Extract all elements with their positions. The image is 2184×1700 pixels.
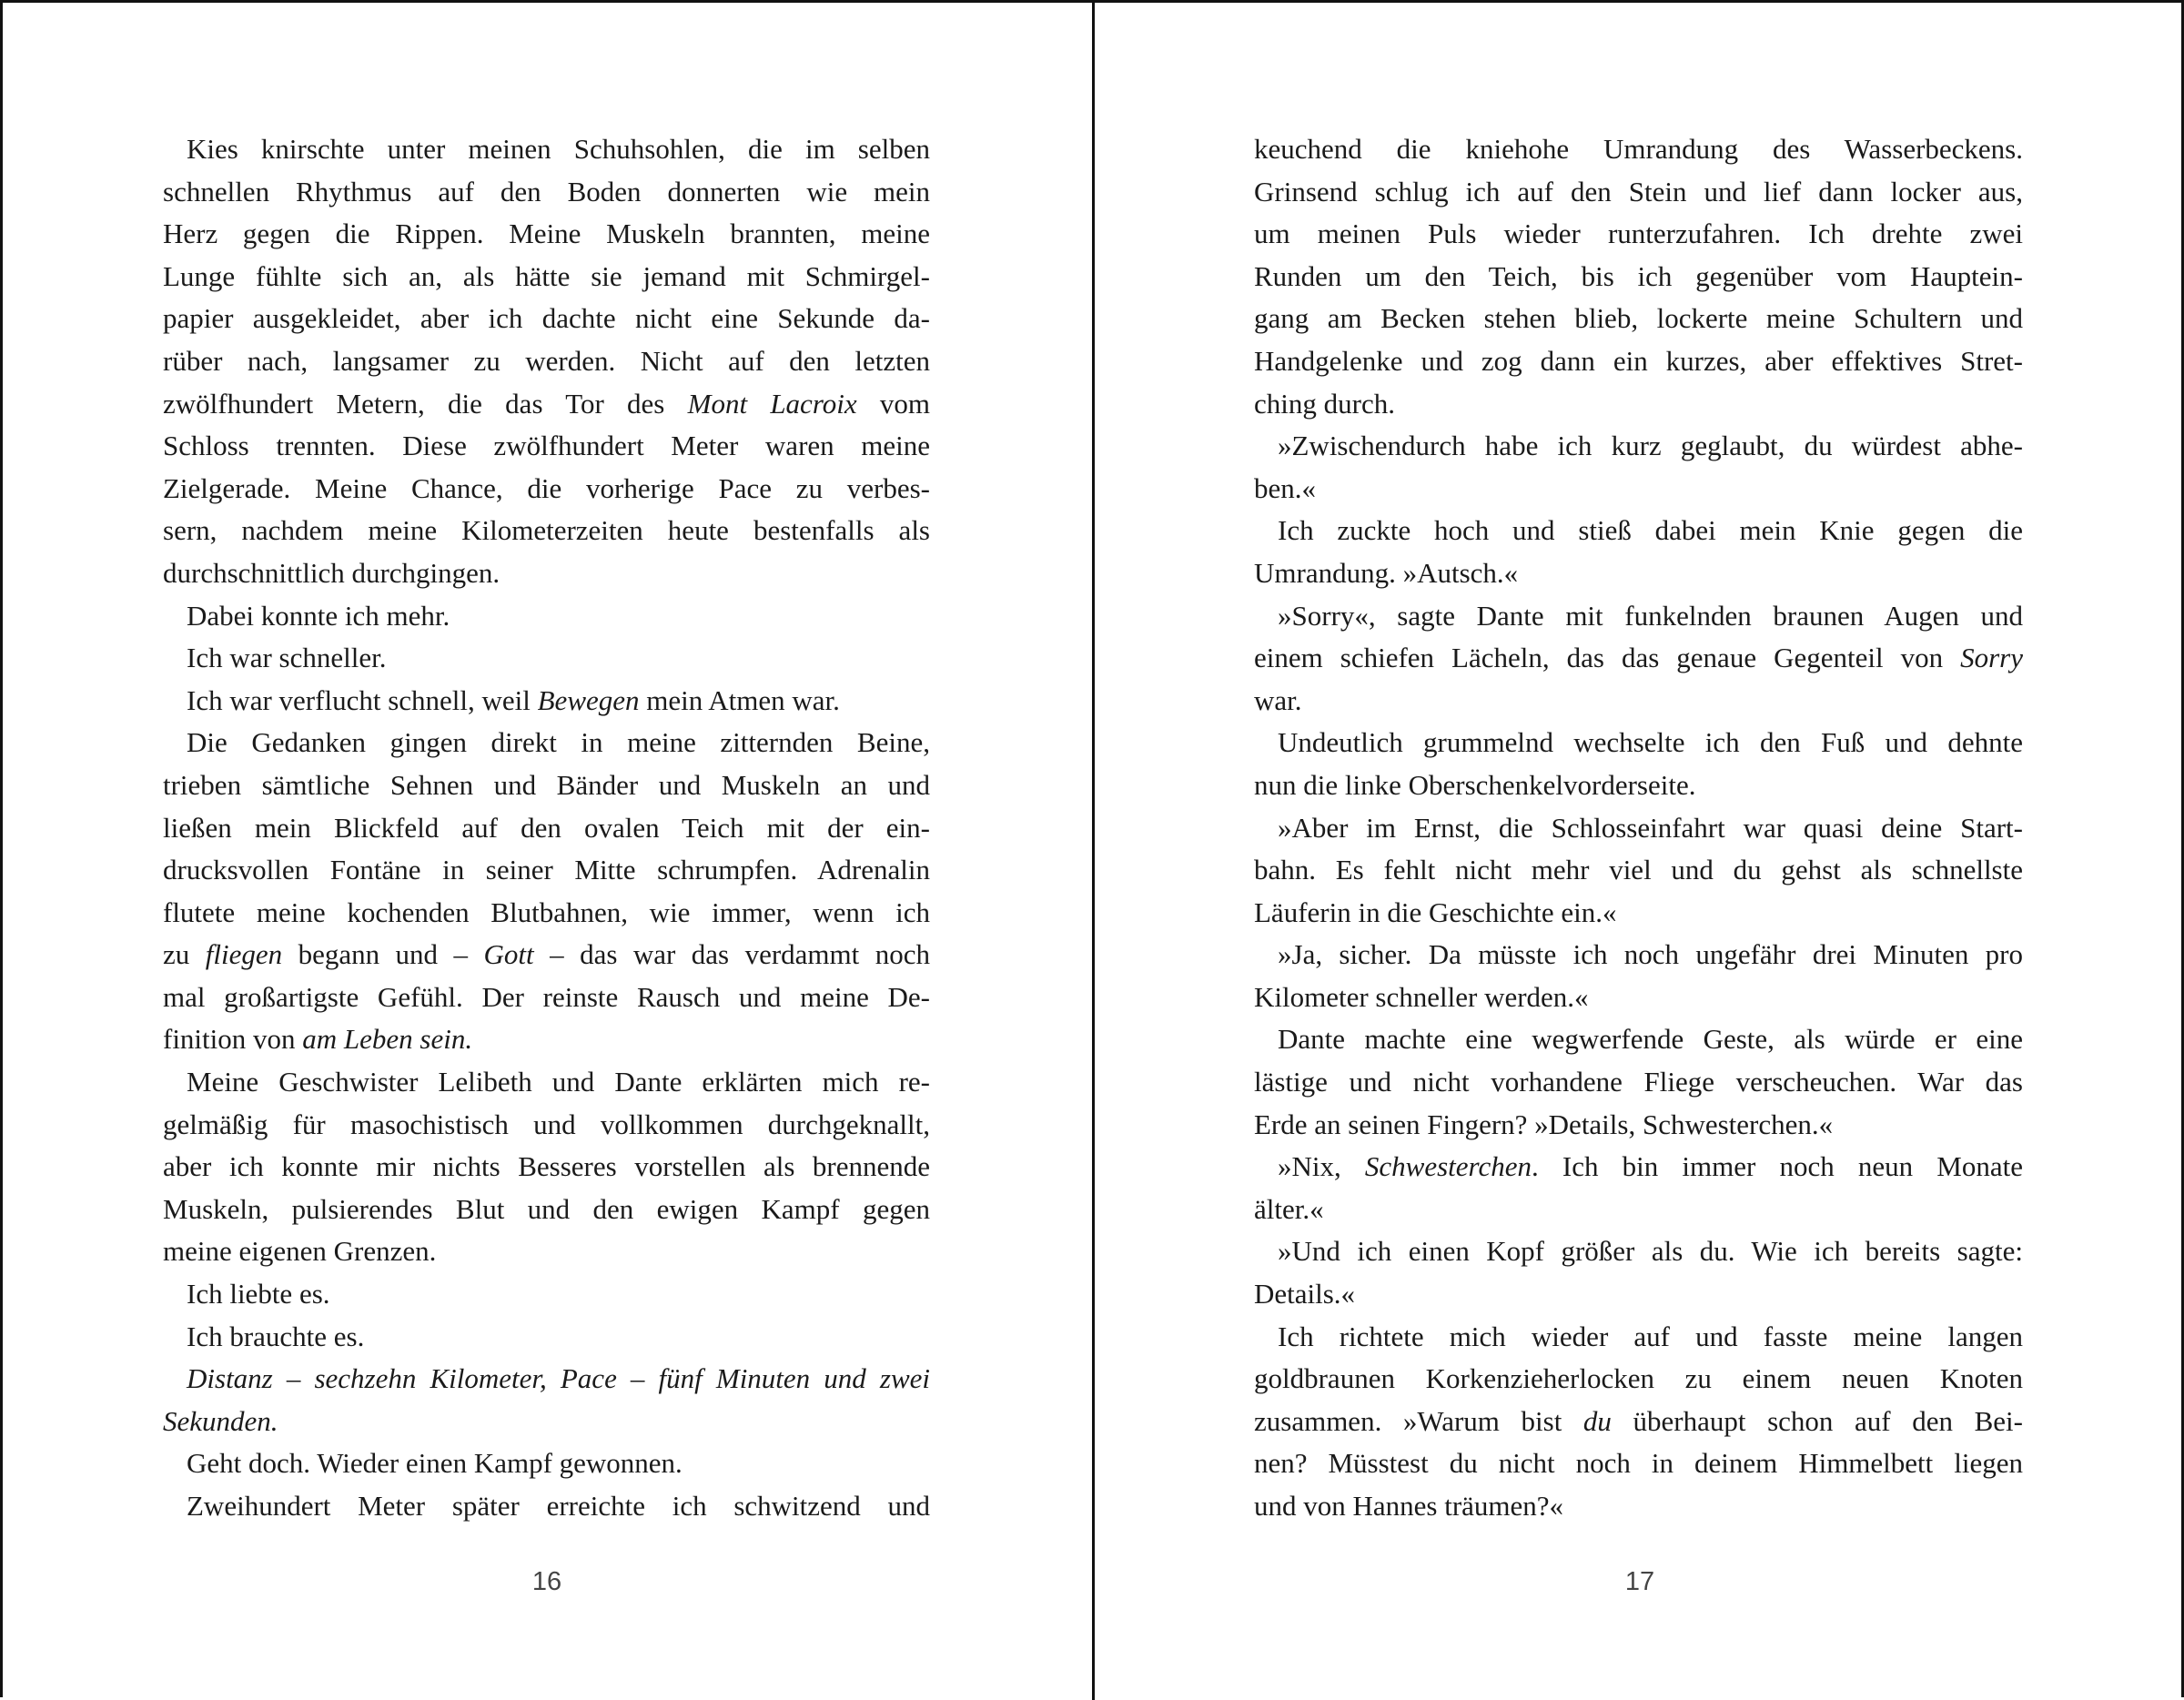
italic-text-segment: Gott	[483, 938, 534, 971]
text-line	[163, 1485, 930, 1528]
text-line	[1254, 764, 2023, 807]
text-line	[163, 1316, 930, 1359]
page-number-right: 17	[1624, 1567, 1655, 1596]
italic-text-segment: Bewegen	[537, 683, 640, 716]
text-segment: mein Atmen war.	[639, 683, 840, 716]
text-segment: Ich brauchte es.	[187, 1320, 365, 1352]
text-segment: Muskeln, pulsierendes Blut und den ewigen Kampf gegen	[163, 1192, 930, 1225]
text-line	[163, 1146, 930, 1189]
text-segment: ließen mein Blickfeld auf den ovalen Teich mit der ein-	[163, 811, 930, 844]
text-line	[163, 298, 930, 340]
text-line	[1254, 298, 2023, 340]
text-segment: keuchend die kniehohe Umrandung des Wasserbeckens.	[1254, 133, 2023, 165]
text-line	[163, 1104, 930, 1147]
text-segment: Lunge fühlte sich an, als hätte sie jemand mit Schmirgel-	[163, 259, 930, 292]
text-line	[1254, 383, 2023, 426]
italic-text-segment: Sekunden.	[163, 1404, 278, 1437]
text-segment: Ich liebte es.	[187, 1278, 330, 1310]
text-segment: ching durch.	[1254, 387, 1395, 420]
text-line	[1254, 1316, 2023, 1359]
italic-text-segment: Mont Lacroix	[687, 387, 857, 420]
text-line	[1254, 468, 2023, 511]
text-line	[163, 552, 930, 595]
text-line	[1254, 1146, 2023, 1189]
text-segment: Zweihundert Meter später erreichte ich schwitzend und	[187, 1490, 930, 1522]
text-line	[163, 1018, 930, 1061]
text-line	[163, 383, 930, 426]
text-segment: älter.«	[1254, 1192, 1324, 1225]
italic-text-segment: Schwesterchen	[1364, 1150, 1532, 1183]
text-segment: Meine Geschwister Lelibeth und Dante erklärten mich re-	[187, 1066, 930, 1098]
text-line	[163, 171, 930, 214]
page-number-left: 16	[531, 1567, 562, 1596]
text-segment: Läuferin in die Geschichte ein.«	[1254, 896, 1617, 928]
text-segment: Umrandung. »Autsch.«	[1254, 556, 1519, 589]
text-segment: Kilometer schneller werden.«	[1254, 980, 1589, 1013]
text-segment: durchschnittlich durchgingen.	[163, 556, 500, 589]
text-segment: gang am Becken stehen blieb, lockerte meine Schultern und	[1254, 302, 2023, 335]
gutter-divider	[1092, 0, 1095, 1700]
text-segment: trieben sämtliche Sehnen und Bänder und Muskeln an und	[163, 768, 930, 801]
text-line	[1254, 892, 2023, 935]
text-line	[163, 425, 930, 468]
text-segment: Ich war schneller.	[187, 642, 387, 674]
text-segment: Ich war verflucht schnell, weil	[187, 683, 538, 716]
text-segment: Grinsend schlug ich auf den Stein und lief dann locker aus,	[1254, 175, 2023, 207]
text-line	[1254, 1401, 2023, 1443]
text-segment: nen? Müsstest du nicht noch in deinem Himmelbett liegen	[1254, 1447, 2023, 1480]
text-segment: Dabei konnte ich mehr.	[187, 599, 450, 632]
text-line	[1254, 171, 2023, 214]
italic-text-segment: Sorry	[1960, 642, 2023, 674]
text-segment: mal großartigste Gefühl. Der reinste Rausch und meine De-	[163, 980, 930, 1013]
text-line	[1254, 934, 2023, 976]
text-segment: »Sorry«, sagte Dante mit funkelnden braunen Augen und	[1278, 599, 2023, 632]
text-line	[163, 1358, 930, 1401]
text-segment: ben.«	[1254, 471, 1317, 504]
text-segment: Dante machte eine wegwerfende Geste, als würde er eine	[1278, 1023, 2023, 1056]
text-segment: vom	[856, 387, 930, 420]
text-line	[1254, 1018, 2023, 1061]
text-line	[1254, 595, 2023, 638]
text-line	[163, 764, 930, 807]
text-line	[163, 934, 930, 976]
text-segment: Schloss trennten. Diese zwölfhundert Meter waren meine	[163, 430, 930, 462]
text-segment: Handgelenke und zog dann ein kurzes, aber effektives Stret-	[1254, 344, 2023, 377]
text-line	[1254, 1485, 2023, 1528]
text-segment: Kies knirschte unter meinen Schuhsohlen, die im selben	[187, 133, 930, 165]
text-segment: Erde an seinen Fingern? »Details, Schwesterchen.«	[1254, 1108, 1834, 1140]
text-line	[163, 1061, 930, 1104]
text-line	[163, 1401, 930, 1443]
text-line	[1254, 552, 2023, 595]
text-line	[163, 722, 930, 764]
text-segment: meine eigenen Grenzen.	[163, 1235, 437, 1268]
italic-text-segment: du	[1582, 1404, 1612, 1437]
text-line	[163, 1273, 930, 1316]
text-segment: – das war das verdammt noch	[533, 938, 930, 971]
text-segment: Ich richtete mich wieder auf und fasste meine langen	[1278, 1320, 2023, 1352]
text-segment: lästige und nicht vorhandene Fliege verscheuchen. War das	[1254, 1066, 2023, 1098]
text-line	[1254, 849, 2023, 892]
text-line	[1254, 128, 2023, 171]
text-line	[163, 1230, 930, 1273]
text-segment: zwölfhundert Metern, die das Tor des	[163, 387, 688, 420]
text-segment: Runden um den Teich, bis ich gegenüber vom Hauptein-	[1254, 259, 2023, 292]
text-line	[1254, 340, 2023, 383]
text-line	[1254, 1061, 2023, 1104]
text-segment: um meinen Puls wieder runterzufahren. Ich drehte zwei	[1254, 218, 2023, 250]
text-segment: flutete meine kochenden Blutbahnen, wie immer, wenn ich	[163, 896, 930, 928]
italic-text-segment: fliegen	[205, 938, 283, 971]
text-line	[1254, 1189, 2023, 1231]
text-line	[163, 256, 930, 299]
text-line	[163, 340, 930, 383]
italic-text-segment: am Leben sein.	[302, 1023, 473, 1056]
text-segment: überhaupt schon auf den Bei-	[1611, 1404, 2023, 1437]
text-segment: zusammen. »Warum bist	[1254, 1404, 1583, 1437]
text-segment: einem schiefen Lächeln, das das genaue Gegenteil von	[1254, 642, 1961, 674]
text-segment: war.	[1254, 683, 1302, 716]
text-segment: goldbraunen Korkenzieherlocken zu einem neuen Knoten	[1254, 1362, 2023, 1395]
text-segment: Herz gegen die Rippen. Meine Muskeln brannten, meine	[163, 218, 930, 250]
left-page-text	[163, 128, 930, 1528]
text-segment: Die Gedanken gingen direkt in meine zitternden Beine,	[187, 726, 930, 759]
text-segment: bahn. Es fehlt nicht mehr viel und du gehst als schnellste	[1254, 854, 2023, 886]
text-line	[1254, 680, 2023, 723]
text-segment: Geht doch. Wieder einen Kampf gewonnen.	[187, 1447, 682, 1480]
text-line	[163, 595, 930, 638]
text-line	[163, 680, 930, 723]
right-page-text	[1254, 128, 2023, 1528]
text-segment: drucksvollen Fontäne in seiner Mitte schrumpfen. Adrenalin	[163, 854, 930, 886]
text-segment: und von Hannes träumen?«	[1254, 1490, 1564, 1522]
text-line	[1254, 510, 2023, 552]
text-line	[1254, 1104, 2023, 1147]
text-line	[1254, 1442, 2023, 1485]
text-segment: »Zwischendurch habe ich kurz geglaubt, du würdest abhe-	[1278, 430, 2023, 462]
text-line	[163, 976, 930, 1019]
text-line	[1254, 1230, 2023, 1273]
text-segment: Ich zuckte hoch und stieß dabei mein Knie gegen die	[1278, 514, 2023, 547]
text-segment: papier ausgekleidet, aber ich dachte nicht eine Sekunde da-	[163, 302, 930, 335]
text-segment: Details.«	[1254, 1278, 1356, 1310]
text-line	[163, 849, 930, 892]
text-line	[1254, 722, 2023, 764]
text-line	[163, 213, 930, 256]
text-line	[1254, 637, 2023, 680]
text-line	[163, 637, 930, 680]
text-line	[1254, 1273, 2023, 1316]
text-segment: finition von	[163, 1023, 303, 1056]
text-line	[1254, 425, 2023, 468]
text-segment: gelmäßig für masochistisch und vollkommen durchgeknallt,	[163, 1108, 930, 1140]
text-line	[1254, 1358, 2023, 1401]
text-segment: »Ja, sicher. Da müsste ich noch ungefähr drei Minuten pro	[1278, 938, 2023, 971]
text-segment: Undeutlich grummelnd wechselte ich den Fuß und dehnte	[1278, 726, 2023, 759]
text-segment: begann und –	[282, 938, 484, 971]
text-segment: . Ich bin immer noch neun Monate	[1531, 1150, 2023, 1183]
text-segment: Zielgerade. Meine Chance, die vorherige Pace zu verbes-	[163, 471, 930, 504]
text-segment: »Und ich einen Kopf größer als du. Wie ich bereits sagte:	[1278, 1235, 2023, 1268]
text-segment: schnellen Rhythmus auf den Boden donnerten wie mein	[163, 175, 930, 207]
italic-text-segment: Distanz – sechzehn Kilometer, Pace – fünf Minuten und zwei	[187, 1362, 930, 1395]
text-segment: »Nix,	[1278, 1150, 1365, 1183]
text-segment: sern, nachdem meine Kilometerzeiten heute bestenfalls als	[163, 514, 930, 547]
text-line	[1254, 976, 2023, 1019]
text-line	[163, 468, 930, 511]
text-line	[163, 1442, 930, 1485]
text-segment: nun die linke Oberschenkelvorderseite.	[1254, 768, 1696, 801]
text-segment: zu	[163, 938, 206, 971]
text-segment: »Aber im Ernst, die Schlosseinfahrt war quasi deine Start-	[1278, 811, 2023, 844]
text-line	[1254, 807, 2023, 850]
text-line	[1254, 213, 2023, 256]
text-line	[163, 892, 930, 935]
text-line	[1254, 256, 2023, 299]
text-line	[163, 807, 930, 850]
text-segment: rüber nach, langsamer zu werden. Nicht auf den letzten	[163, 344, 930, 377]
text-segment: aber ich konnte mir nichts Besseres vorstellen als brennende	[163, 1150, 930, 1183]
text-line	[163, 1189, 930, 1231]
text-line	[163, 510, 930, 552]
text-line	[163, 128, 930, 171]
